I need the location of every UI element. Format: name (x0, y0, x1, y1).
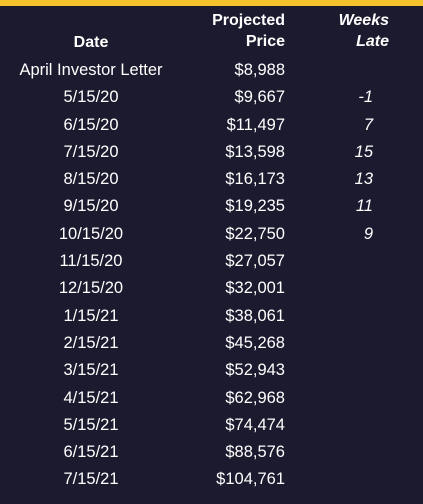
table-row (0, 439, 423, 466)
cell-date: 6/15/21 (63, 443, 119, 462)
cell-date: 4/15/21 (63, 388, 119, 407)
cell-weeks-late: 11 (355, 197, 373, 216)
cell-price: $74,474 (225, 415, 285, 434)
table-row (0, 385, 423, 412)
cell-date: 5/15/20 (63, 88, 119, 107)
cell-price: $16,173 (225, 170, 285, 189)
cell-weeks-late: 7 (363, 115, 373, 134)
table-row (0, 193, 423, 220)
cell-date: 9/15/20 (63, 197, 119, 216)
cell-date: 8/15/20 (63, 170, 119, 189)
table-row (0, 412, 423, 439)
header-price-line2: Price (245, 33, 285, 50)
cell-price: $52,943 (225, 361, 285, 380)
table-row (0, 112, 423, 139)
table-row (0, 275, 423, 302)
cell-date: April Investor Letter (19, 61, 163, 79)
cell-weeks-late: 15 (354, 142, 373, 161)
table-row (0, 221, 423, 248)
cell-price: $62,968 (225, 388, 285, 407)
table-header (0, 10, 423, 55)
cell-price: $88,576 (225, 443, 285, 462)
header-date: Date (73, 34, 109, 51)
table-row (0, 357, 423, 384)
cell-date: 7/15/20 (63, 142, 119, 161)
cell-date: 3/15/21 (63, 361, 119, 380)
cell-price: $9,667 (234, 88, 285, 107)
cell-date: 5/15/21 (63, 415, 119, 434)
header-weeks-late (305, 10, 389, 52)
cell-weeks-late: 13 (354, 170, 373, 189)
cell-weeks-late: -1 (358, 88, 373, 107)
cell-price: $27,057 (225, 252, 285, 271)
table-row (0, 57, 423, 84)
cell-price: $22,750 (225, 224, 285, 243)
header-projected-price (190, 10, 285, 52)
cell-date: 10/15/20 (58, 224, 124, 243)
cell-price: $11,497 (226, 115, 285, 134)
table-row (0, 466, 423, 493)
cell-date: 2/15/21 (63, 333, 119, 352)
table-row (0, 248, 423, 275)
cell-price: $45,268 (225, 333, 285, 352)
cell-price: $104,761 (216, 470, 285, 489)
table-row (0, 139, 423, 166)
cell-date: 6/15/20 (63, 115, 119, 134)
cell-price: $13,598 (225, 142, 285, 161)
table-row (0, 303, 423, 330)
header-weeks-line2: Late (356, 33, 389, 50)
cell-date: 12/15/20 (58, 279, 124, 298)
accent-top-bar (0, 0, 423, 6)
cell-weeks-late: 9 (363, 224, 373, 243)
header-price-line1: Projected (212, 12, 285, 29)
table-row (0, 84, 423, 111)
table-row (0, 166, 423, 193)
header-weeks-line1: Weeks (338, 12, 389, 29)
cell-price: $8,988 (234, 61, 285, 79)
cell-date: 1/15/21 (63, 306, 119, 325)
table-body (0, 57, 423, 494)
table-row (0, 330, 423, 357)
cell-price: $19,235 (225, 197, 285, 216)
cell-date: 7/15/21 (63, 470, 119, 489)
cell-price: $38,061 (225, 306, 285, 325)
cell-price: $32,001 (225, 279, 285, 298)
cell-date: 11/15/20 (59, 252, 123, 271)
